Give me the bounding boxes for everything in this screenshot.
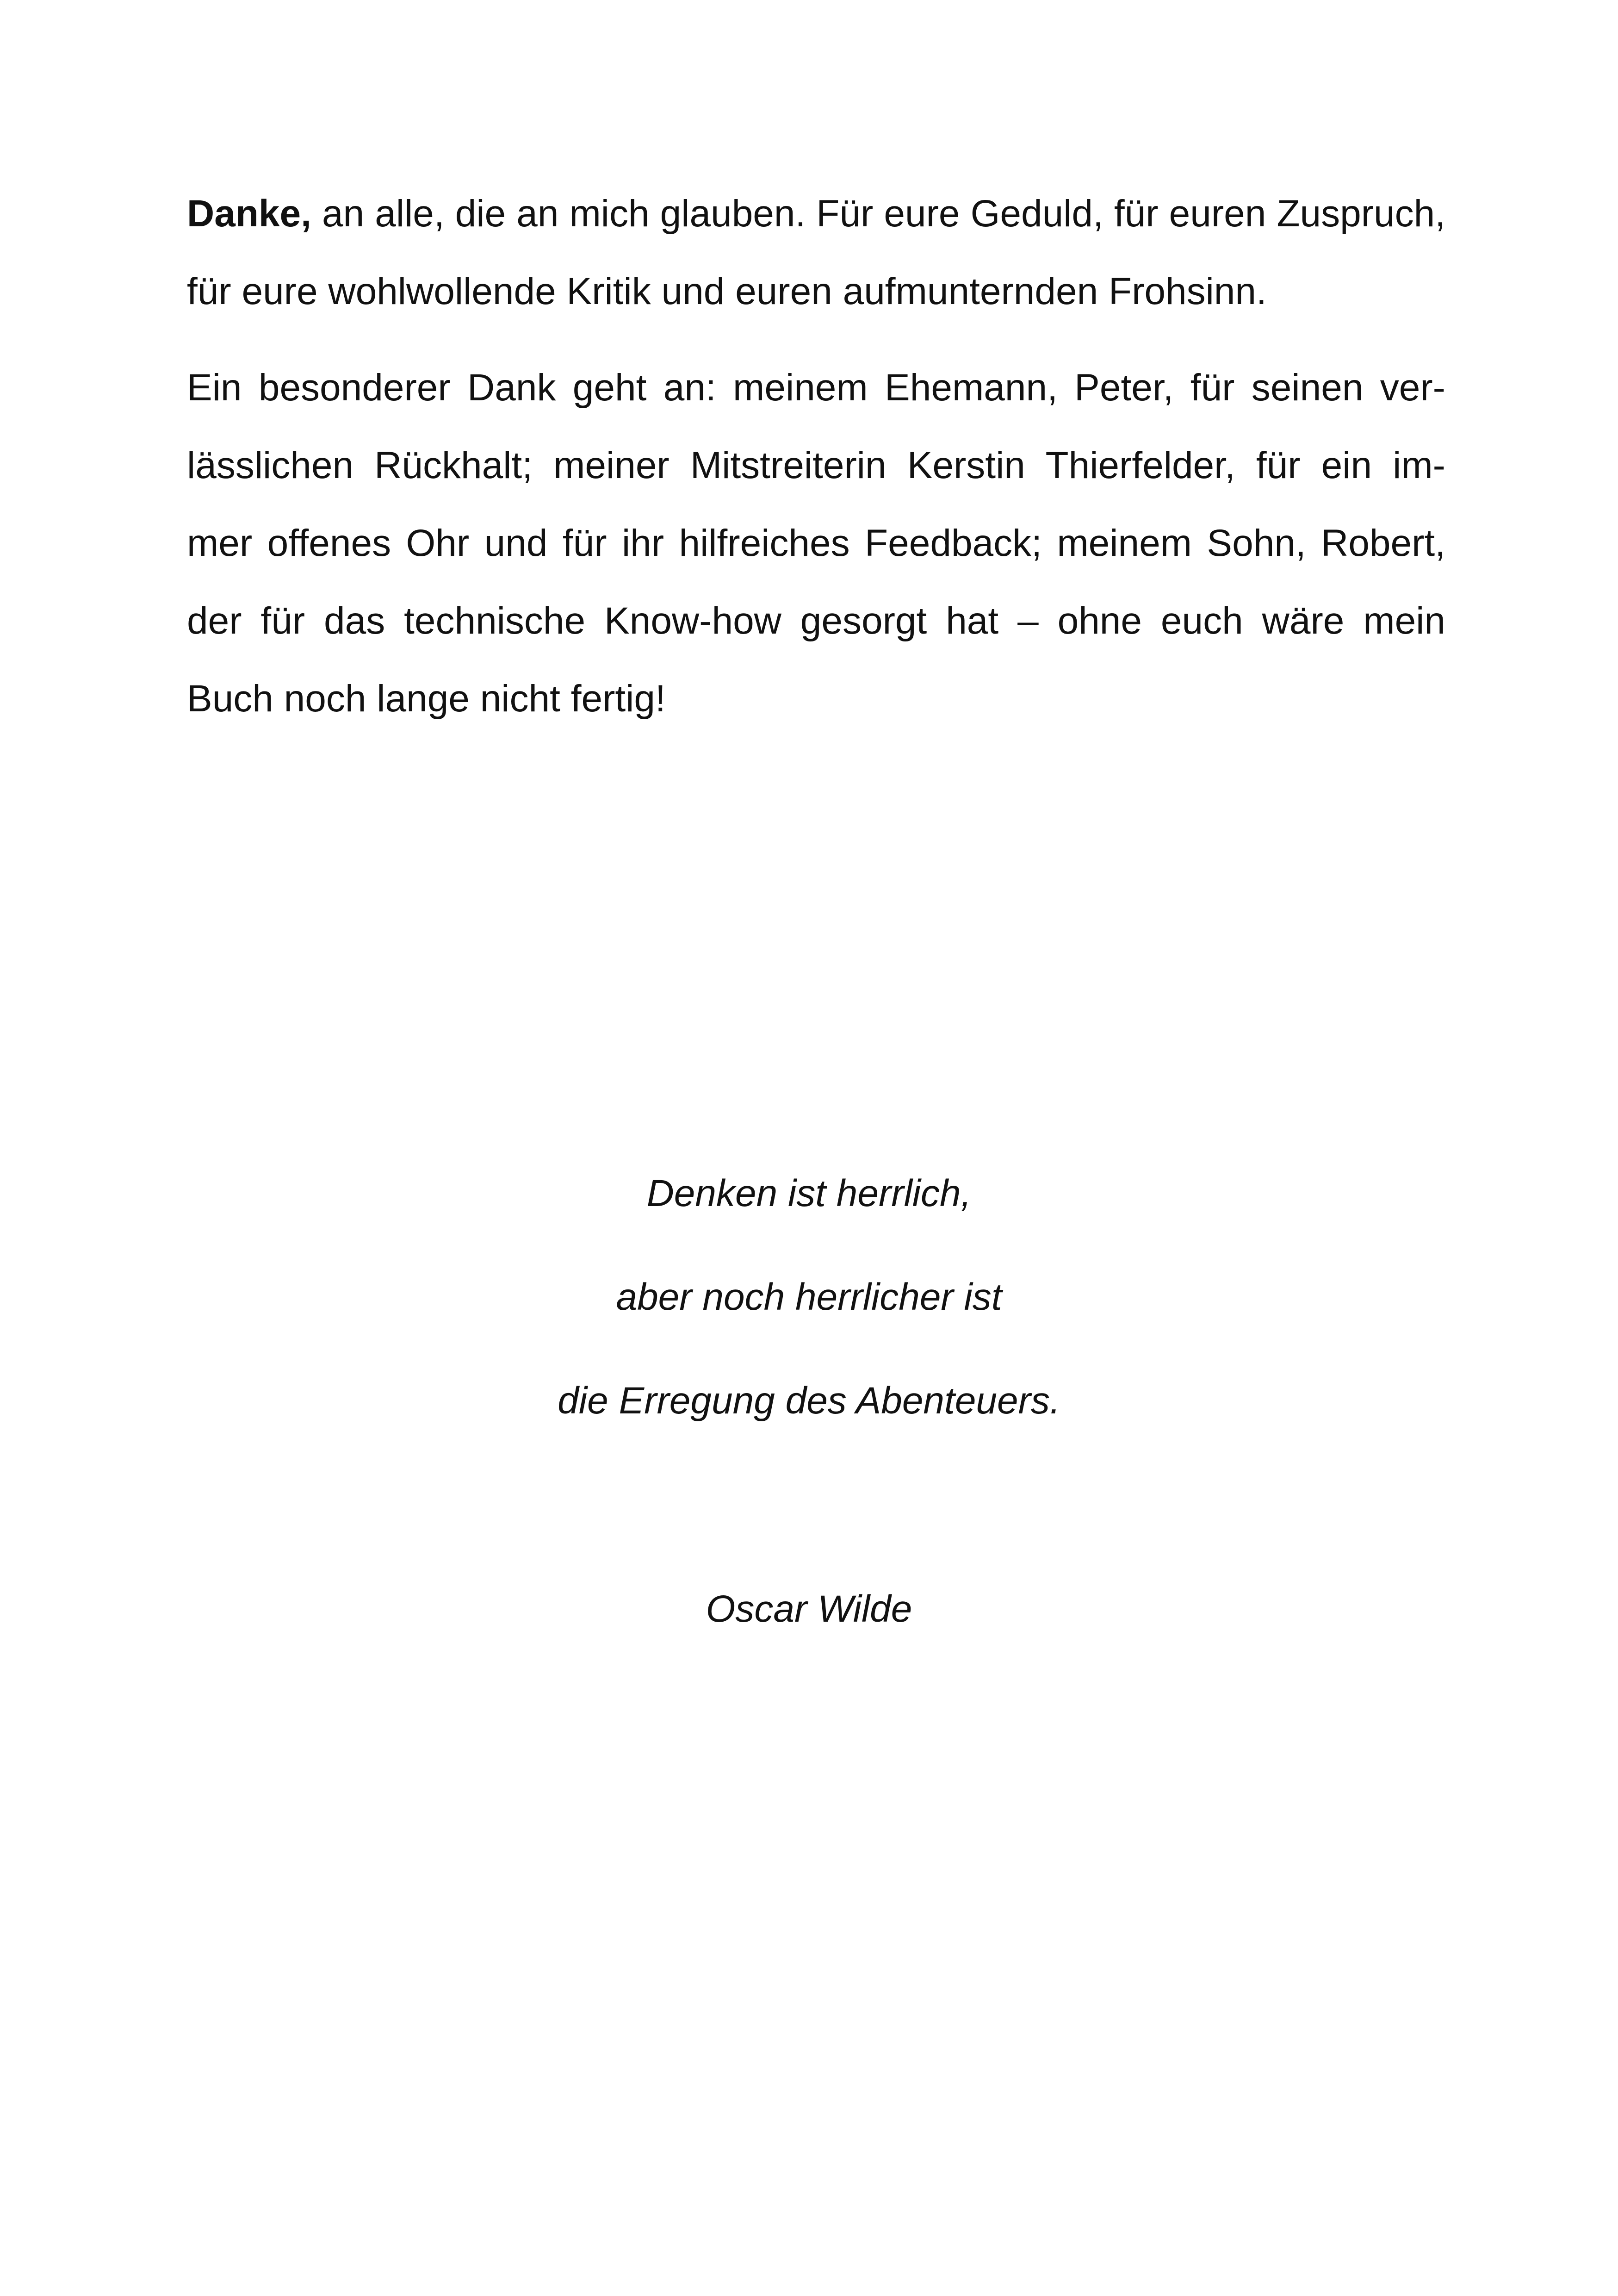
- quote-author: Oscar Wilde: [706, 1588, 912, 1630]
- acknowledgement-paragraph-2: [187, 349, 1445, 738]
- quote-line: aber noch herrlicher ist: [616, 1276, 1002, 1318]
- paragraph-1-line-1: [187, 175, 1445, 253]
- paragraph-2-line-3: mer offenes Ohr und für ihr hilfreiches Feedback; meinem Sohn, Robert,: [187, 522, 1445, 564]
- paragraph-2-line-5: Buch noch lange nicht fertig!: [187, 678, 666, 720]
- quote-line: Denken ist herrlich,: [646, 1172, 972, 1214]
- acknowledgement-paragraph-1: [187, 175, 1445, 330]
- thanks-lead-word: Danke,: [187, 193, 311, 235]
- paragraph-2-line-2: lässlichen Rückhalt; meiner Mitstreiterin Kerstin Thierfelder, für ein im-: [187, 444, 1445, 486]
- paragraph-1-line-1-text: an alle, die an mich glauben. Für eure Geduld, für euren Zuspruch,: [311, 193, 1445, 235]
- paragraph-2-line-1: Ein besonderer Dank geht an: meinem Ehemann, Peter, für seinen ver-: [187, 367, 1445, 409]
- paragraph-2-line-4: der für das technische Know-how gesorgt hat – ohne euch wäre mein: [187, 600, 1445, 642]
- paragraph-1-line-2: für eure wohlwollende Kritik und euren aufmunternden Frohsinn.: [187, 270, 1267, 312]
- quote-line: die Erregung des Abenteuers.: [558, 1380, 1060, 1422]
